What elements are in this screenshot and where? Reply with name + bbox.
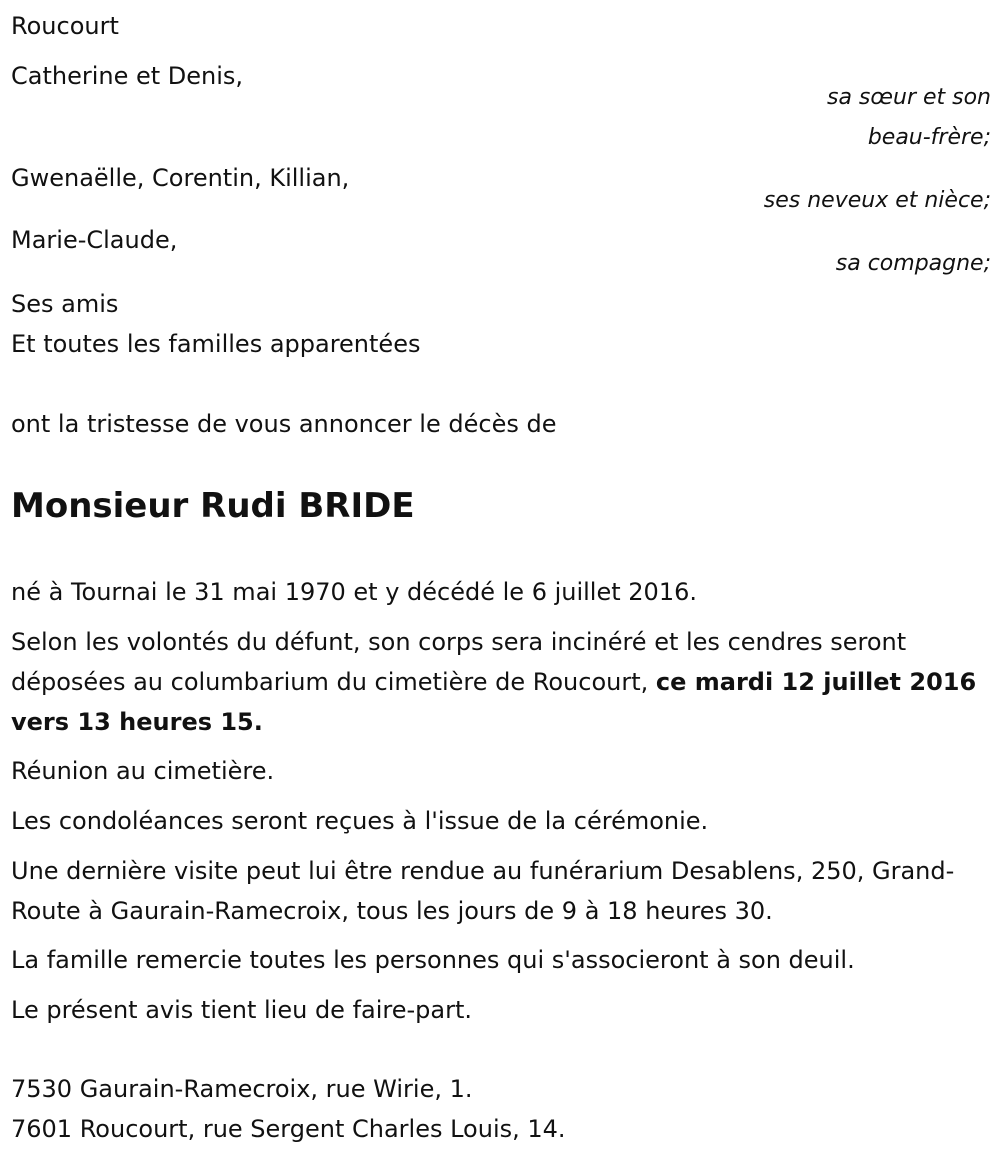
notice-line: Le présent avis tient lieu de faire-part. [11, 996, 473, 1024]
meeting-line: Réunion au cimetière. [11, 757, 275, 785]
relation-sister-line2: beau-frère; [867, 125, 991, 150]
relation-nephews: ses neveux et nièce; [763, 188, 991, 213]
family-names-nephews: Gwenaëlle, Corentin, Killian, [11, 164, 350, 192]
address-line: 7601 Roucourt, rue Sergent Charles Louis, 14. [11, 1115, 566, 1143]
place-name: Roucourt [11, 12, 119, 40]
family-names-companion: Marie-Claude, [11, 226, 178, 254]
address-line: 7530 Gaurain-Ramecroix, rue Wirie, 1. [11, 1075, 473, 1103]
deceased-name: Monsieur Rudi BRIDE [11, 486, 415, 526]
family-names-sister: Catherine et Denis, [11, 62, 244, 90]
friends-line: Ses amis [11, 290, 119, 318]
birth-death-line: né à Tournai le 31 mai 1970 et y décédé le 6 juillet 2016. [11, 578, 697, 606]
relation-sister-line1: sa sœur et son [826, 85, 991, 110]
obituary-notice [11, 0, 991, 1164]
visit-paragraph: Une dernière visite peut lui être rendue au funérarium Desablens, 250, Grand-Route à Gaurain-Ramecroix, tous les jours de 9 à 18 heures 30. [11, 857, 955, 925]
announcement-line: ont la tristesse de vous annoncer le décès de [11, 410, 557, 438]
thanks-line: La famille remercie toutes les personnes qui s'associeront à son deuil. [11, 946, 855, 974]
cremation-date: ce mardi 12 juillet 2016 vers 13 heures 15. [11, 668, 977, 736]
cremation-text: Selon les volontés du défunt, son corps sera incinéré et les cendres seront déposées au columbarium du cimetière de Roucourt, [11, 628, 907, 696]
relation-companion: sa compagne; [835, 251, 991, 276]
families-line: Et toutes les familles apparentées [11, 330, 421, 358]
condolences-line: Les condoléances seront reçues à l'issue de la cérémonie. [11, 807, 709, 835]
cremation-paragraph [11, 622, 991, 742]
